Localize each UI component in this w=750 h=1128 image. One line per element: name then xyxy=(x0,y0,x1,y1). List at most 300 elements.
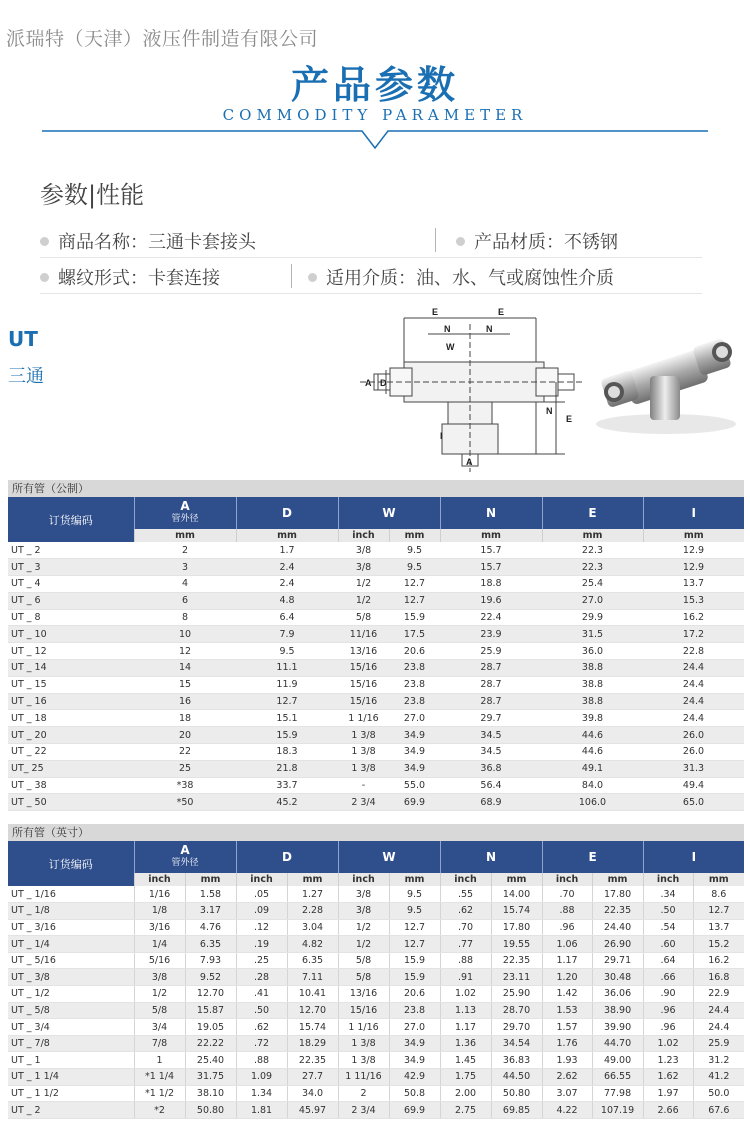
value-cell: 1.17 xyxy=(440,1019,491,1036)
value-cell: *38 xyxy=(134,777,236,794)
table-row xyxy=(8,1085,744,1102)
order-code-cell: UT _ 5/16 xyxy=(8,952,134,969)
order-code-cell: UT_ 25 xyxy=(8,760,134,777)
value-cell: 23.11 xyxy=(491,969,542,986)
value-cell: .55 xyxy=(440,886,491,903)
value-cell: 16 xyxy=(134,693,236,710)
value-cell: 14.00 xyxy=(491,886,542,903)
value-cell: 34.54 xyxy=(491,1035,542,1052)
order-code-cell: UT _ 8 xyxy=(8,609,134,626)
value-cell: 1.27 xyxy=(287,886,338,903)
value-cell: 15.74 xyxy=(287,1019,338,1036)
table-row xyxy=(8,919,744,936)
value-cell: .60 xyxy=(643,936,693,953)
value-cell: 19.05 xyxy=(185,1019,236,1036)
col-i: I xyxy=(643,497,744,529)
order-code-cell: UT _ 2 xyxy=(8,1102,134,1119)
value-cell: 4.8 xyxy=(236,592,338,609)
value-cell: 50.0 xyxy=(693,1085,744,1102)
value-cell: 24.4 xyxy=(693,1002,744,1019)
dim-a: A xyxy=(365,378,372,388)
col-d: D xyxy=(236,841,338,873)
value-cell: 25.9 xyxy=(440,643,542,660)
table-row xyxy=(8,693,744,710)
value-cell: 9.5 xyxy=(389,886,440,903)
order-code-cell: UT _ 1/4 xyxy=(8,936,134,953)
value-cell: 3/8 xyxy=(338,886,389,903)
value-cell: 21.8 xyxy=(236,760,338,777)
order-code-cell: UT _ 3/8 xyxy=(8,969,134,986)
dim-i: I xyxy=(440,431,443,441)
value-cell: 15.3 xyxy=(643,592,744,609)
value-cell: 50.80 xyxy=(491,1085,542,1102)
value-cell: 1.45 xyxy=(440,1052,491,1069)
value-cell: 1.17 xyxy=(542,952,592,969)
value-cell: 38.90 xyxy=(592,1002,643,1019)
value-cell: 30.48 xyxy=(592,969,643,986)
value-cell: 23.8 xyxy=(389,1002,440,1019)
value-cell: 13/16 xyxy=(338,643,389,660)
table-row xyxy=(8,744,744,761)
bullet-icon xyxy=(40,237,49,246)
value-cell: .12 xyxy=(236,919,287,936)
unit-w-mm: mm xyxy=(389,529,440,542)
value-cell: 50.80 xyxy=(185,1102,236,1119)
value-cell: 20 xyxy=(134,727,236,744)
value-cell: .66 xyxy=(643,969,693,986)
value-cell: 1/8 xyxy=(134,903,185,920)
value-cell: 9.52 xyxy=(185,969,236,986)
order-code-cell: UT _ 3 xyxy=(8,559,134,576)
value-cell: 1.13 xyxy=(440,1002,491,1019)
attr-media: 适用介质：油、水、气或腐蚀性介质 xyxy=(308,264,614,290)
value-cell: *1 1/4 xyxy=(134,1069,185,1086)
value-cell: 7/8 xyxy=(134,1035,185,1052)
page-subtitle: COMMODITY PARAMETER xyxy=(222,106,528,124)
value-cell: 1 3/8 xyxy=(338,1052,389,1069)
unit-cell: mm xyxy=(185,873,236,886)
dim-a-bottom: A xyxy=(466,457,473,467)
value-cell: 1.76 xyxy=(542,1035,592,1052)
value-cell: 13.7 xyxy=(693,919,744,936)
unit-d: mm xyxy=(236,529,338,542)
value-cell: 6.35 xyxy=(185,936,236,953)
value-cell: 69.9 xyxy=(389,1102,440,1119)
value-cell: 27.7 xyxy=(287,1069,338,1086)
value-cell: 1.57 xyxy=(542,1019,592,1036)
value-cell: 12.7 xyxy=(693,903,744,920)
value-cell: 23.9 xyxy=(440,626,542,643)
table-row xyxy=(8,986,744,1003)
table-row xyxy=(8,1102,744,1119)
attribute-row-2 xyxy=(40,258,702,294)
value-cell: 15/16 xyxy=(338,660,389,677)
value-cell: .88 xyxy=(236,1052,287,1069)
order-code-cell: UT _ 3/4 xyxy=(8,1019,134,1036)
value-cell: 1/2 xyxy=(338,919,389,936)
value-cell: 2.4 xyxy=(236,559,338,576)
value-cell: 1.93 xyxy=(542,1052,592,1069)
order-code-cell: UT _ 16 xyxy=(8,693,134,710)
order-code-cell: UT _ 38 xyxy=(8,777,134,794)
value-cell: 28.70 xyxy=(491,1002,542,1019)
dim-w: W xyxy=(446,342,455,352)
table-row xyxy=(8,1019,744,1036)
value-cell: 26.0 xyxy=(643,727,744,744)
value-cell: 1.34 xyxy=(236,1085,287,1102)
dim-n-left: N xyxy=(444,324,451,334)
value-cell: 2 xyxy=(134,542,236,559)
value-cell: 14 xyxy=(134,660,236,677)
value-cell: 34.5 xyxy=(440,727,542,744)
imperial-caption: 所有管（英寸） xyxy=(8,824,744,841)
table-row xyxy=(8,969,744,986)
table-row xyxy=(8,660,744,677)
value-cell: 7.11 xyxy=(287,969,338,986)
value-cell: 1 1/16 xyxy=(338,710,389,727)
table-row xyxy=(8,676,744,693)
value-cell: 12.7 xyxy=(236,693,338,710)
value-cell: 42.9 xyxy=(389,1069,440,1086)
value-cell: 16.2 xyxy=(643,609,744,626)
table-row xyxy=(8,903,744,920)
value-cell: 27.0 xyxy=(542,592,643,609)
value-cell: 49.00 xyxy=(592,1052,643,1069)
attr-product-name: 商品名称：三通卡套接头 xyxy=(40,228,256,254)
col-d: D xyxy=(236,497,338,529)
value-cell: 2.75 xyxy=(440,1102,491,1119)
value-cell: 12.9 xyxy=(643,542,744,559)
metric-caption: 所有管（公制） xyxy=(8,480,744,497)
unit-a: mm xyxy=(134,529,236,542)
value-cell: 3/8 xyxy=(338,559,389,576)
value-cell: 39.8 xyxy=(542,710,643,727)
value-cell: 31.5 xyxy=(542,626,643,643)
value-cell: 2.66 xyxy=(643,1102,693,1119)
value-cell: 69.85 xyxy=(491,1102,542,1119)
value-cell: 4 xyxy=(134,576,236,593)
value-cell: 15.9 xyxy=(389,969,440,986)
value-cell: 6.35 xyxy=(287,952,338,969)
col-a: A 管外径 xyxy=(134,497,236,529)
table-row xyxy=(8,727,744,744)
value-cell: 12.9 xyxy=(643,559,744,576)
unit-cell: mm xyxy=(693,873,744,886)
table-row xyxy=(8,609,744,626)
bullet-icon xyxy=(456,237,465,246)
value-cell: .05 xyxy=(236,886,287,903)
value-cell: 24.40 xyxy=(592,919,643,936)
attr-separator xyxy=(435,228,436,252)
table-row xyxy=(8,794,744,811)
value-cell: .72 xyxy=(236,1035,287,1052)
value-cell: - xyxy=(338,777,389,794)
value-cell: 18 xyxy=(134,710,236,727)
value-cell: 17.80 xyxy=(592,886,643,903)
value-cell: 22.35 xyxy=(592,903,643,920)
value-cell: 22.8 xyxy=(643,643,744,660)
bullet-icon xyxy=(40,273,49,282)
order-code-cell: UT _ 15 xyxy=(8,676,134,693)
value-cell: 12.7 xyxy=(389,592,440,609)
value-cell: 34.0 xyxy=(287,1085,338,1102)
value-cell: .50 xyxy=(643,903,693,920)
value-cell: 15.9 xyxy=(389,609,440,626)
order-code-cell: UT _ 18 xyxy=(8,710,134,727)
value-cell: 4.22 xyxy=(542,1102,592,1119)
value-cell: 5/8 xyxy=(338,952,389,969)
value-cell: 15.74 xyxy=(491,903,542,920)
attr-thread: 螺纹形式：卡套连接 xyxy=(40,264,220,290)
value-cell: 10 xyxy=(134,626,236,643)
value-cell: 25.9 xyxy=(693,1035,744,1052)
value-cell: 5/16 xyxy=(134,952,185,969)
value-cell: 25.90 xyxy=(491,986,542,1003)
value-cell: 12.70 xyxy=(185,986,236,1003)
value-cell: 4.76 xyxy=(185,919,236,936)
col-n: N xyxy=(440,497,542,529)
value-cell: 77.98 xyxy=(592,1085,643,1102)
value-cell: 3.07 xyxy=(542,1085,592,1102)
value-cell: 38.8 xyxy=(542,660,643,677)
value-cell: 12.7 xyxy=(389,576,440,593)
value-cell: 1.75 xyxy=(440,1069,491,1086)
value-cell: 7.93 xyxy=(185,952,236,969)
attribute-row-1 xyxy=(40,222,702,258)
value-cell: 1.53 xyxy=(542,1002,592,1019)
value-cell: 36.0 xyxy=(542,643,643,660)
value-cell: 33.7 xyxy=(236,777,338,794)
table-row xyxy=(8,1052,744,1069)
value-cell: 26.90 xyxy=(592,936,643,953)
section-title: 参数|性能 xyxy=(40,181,145,209)
value-cell: 2.4 xyxy=(236,576,338,593)
table-row xyxy=(8,626,744,643)
value-cell: 34.9 xyxy=(389,1035,440,1052)
order-code-cell: UT _ 20 xyxy=(8,727,134,744)
value-cell: 9.5 xyxy=(389,559,440,576)
value-cell: 107.19 xyxy=(592,1102,643,1119)
value-cell: 65.0 xyxy=(643,794,744,811)
table-row xyxy=(8,777,744,794)
value-cell: .25 xyxy=(236,952,287,969)
value-cell: 28.7 xyxy=(440,676,542,693)
value-cell: 9.5 xyxy=(236,643,338,660)
value-cell: .96 xyxy=(643,1002,693,1019)
table-row xyxy=(8,576,744,593)
unit-cell: inch xyxy=(542,873,592,886)
value-cell: 1.62 xyxy=(643,1069,693,1086)
value-cell: .41 xyxy=(236,986,287,1003)
value-cell: 2.00 xyxy=(440,1085,491,1102)
order-code-cell: UT _ 1 xyxy=(8,1052,134,1069)
order-code-cell: UT _ 6 xyxy=(8,592,134,609)
table-row xyxy=(8,559,744,576)
company-name: 派瑞特（天津）液压件制造有限公司 xyxy=(6,28,319,50)
value-cell: 1.58 xyxy=(185,886,236,903)
table-row xyxy=(8,952,744,969)
value-cell: 44.50 xyxy=(491,1069,542,1086)
value-cell: 23.8 xyxy=(389,676,440,693)
page-title: 产品参数 xyxy=(290,63,459,107)
value-cell: 55.0 xyxy=(389,777,440,794)
value-cell: 106.0 xyxy=(542,794,643,811)
value-cell: 17.80 xyxy=(491,919,542,936)
value-cell: 26.0 xyxy=(643,744,744,761)
value-cell: .62 xyxy=(440,903,491,920)
value-cell: 1/2 xyxy=(338,592,389,609)
value-cell: 29.9 xyxy=(542,609,643,626)
value-cell: 41.2 xyxy=(693,1069,744,1086)
value-cell: 22.9 xyxy=(693,986,744,1003)
imperial-table xyxy=(8,841,744,1119)
unit-w-inch: inch xyxy=(338,529,389,542)
value-cell: 3 xyxy=(134,559,236,576)
attr-material: 产品材质：不锈钢 xyxy=(456,228,618,254)
value-cell: 56.4 xyxy=(440,777,542,794)
value-cell: 1 11/16 xyxy=(338,1069,389,1086)
value-cell: 23.8 xyxy=(389,693,440,710)
value-cell: 5/8 xyxy=(338,609,389,626)
table-row xyxy=(8,886,744,903)
value-cell: 25.4 xyxy=(542,576,643,593)
value-cell: 69.9 xyxy=(389,794,440,811)
table-row xyxy=(8,1035,744,1052)
unit-cell: inch xyxy=(134,873,185,886)
value-cell: 45.97 xyxy=(287,1102,338,1119)
value-cell: 45.2 xyxy=(236,794,338,811)
value-cell: 15/16 xyxy=(338,1002,389,1019)
unit-cell: inch xyxy=(338,873,389,886)
value-cell: 1.23 xyxy=(643,1052,693,1069)
value-cell: 17.5 xyxy=(389,626,440,643)
col-e: E xyxy=(542,841,643,873)
value-cell: 8.6 xyxy=(693,886,744,903)
value-cell: 17.2 xyxy=(643,626,744,643)
value-cell: 29.70 xyxy=(491,1019,542,1036)
table-row xyxy=(8,542,744,559)
col-e: E xyxy=(542,497,643,529)
value-cell: 3.17 xyxy=(185,903,236,920)
value-cell: 28.7 xyxy=(440,660,542,677)
value-cell: 27.0 xyxy=(389,710,440,727)
value-cell: 1.09 xyxy=(236,1069,287,1086)
value-cell: .64 xyxy=(643,952,693,969)
order-code-cell: UT _ 1/16 xyxy=(8,886,134,903)
imperial-table-section xyxy=(8,824,744,1119)
product-photo xyxy=(588,322,744,438)
value-cell: 15 xyxy=(134,676,236,693)
value-cell: 22.3 xyxy=(542,542,643,559)
value-cell: 50.8 xyxy=(389,1085,440,1102)
value-cell: 34.9 xyxy=(389,727,440,744)
value-cell: 15/16 xyxy=(338,676,389,693)
value-cell: *1 1/2 xyxy=(134,1085,185,1102)
value-cell: 44.6 xyxy=(542,744,643,761)
col-w: W xyxy=(338,841,440,873)
value-cell: 15.7 xyxy=(440,559,542,576)
unit-cell: inch xyxy=(440,873,491,886)
value-cell: 49.4 xyxy=(643,777,744,794)
order-code-cell: UT _ 10 xyxy=(8,626,134,643)
value-cell: 9.5 xyxy=(389,903,440,920)
value-cell: 68.9 xyxy=(440,794,542,811)
value-cell: 2 3/4 xyxy=(338,1102,389,1119)
value-cell: .96 xyxy=(643,1019,693,1036)
col-a: A 管外径 xyxy=(134,841,236,873)
value-cell: 1/16 xyxy=(134,886,185,903)
value-cell: .88 xyxy=(440,952,491,969)
value-cell: 11/16 xyxy=(338,626,389,643)
value-cell: 28.7 xyxy=(440,693,542,710)
value-cell: *50 xyxy=(134,794,236,811)
metric-table-section xyxy=(8,480,744,811)
value-cell: 84.0 xyxy=(542,777,643,794)
value-cell: 3/4 xyxy=(134,1019,185,1036)
value-cell: 22 xyxy=(134,744,236,761)
order-code-cell: UT _ 5/8 xyxy=(8,1002,134,1019)
value-cell: 38.8 xyxy=(542,676,643,693)
value-cell: 29.7 xyxy=(440,710,542,727)
value-cell: 15.7 xyxy=(440,542,542,559)
value-cell: 7.9 xyxy=(236,626,338,643)
value-cell: .62 xyxy=(236,1019,287,1036)
order-code-cell: UT _ 1/2 xyxy=(8,986,134,1003)
value-cell: 3/16 xyxy=(134,919,185,936)
value-cell: .50 xyxy=(236,1002,287,1019)
value-cell: .09 xyxy=(236,903,287,920)
unit-i: mm xyxy=(643,529,744,542)
table-row xyxy=(8,592,744,609)
value-cell: 1.02 xyxy=(440,986,491,1003)
unit-e: mm xyxy=(542,529,643,542)
value-cell: 24.4 xyxy=(643,660,744,677)
value-cell: 19.6 xyxy=(440,592,542,609)
value-cell: .96 xyxy=(542,919,592,936)
value-cell: 15.1 xyxy=(236,710,338,727)
value-cell: .90 xyxy=(643,986,693,1003)
order-code-cell: UT _ 4 xyxy=(8,576,134,593)
metric-table xyxy=(8,497,744,811)
dim-d: D xyxy=(380,378,387,388)
value-cell: 31.2 xyxy=(693,1052,744,1069)
value-cell: 1 3/8 xyxy=(338,727,389,744)
value-cell: 24.4 xyxy=(643,676,744,693)
value-cell: 38.8 xyxy=(542,693,643,710)
value-cell: 34.5 xyxy=(440,744,542,761)
value-cell: 20.6 xyxy=(389,986,440,1003)
order-code-cell: UT _ 2 xyxy=(8,542,134,559)
table-row xyxy=(8,1069,744,1086)
order-code-cell: UT _ 22 xyxy=(8,744,134,761)
value-cell: 5/8 xyxy=(134,1002,185,1019)
value-cell: 1 3/8 xyxy=(338,1035,389,1052)
value-cell: 44.6 xyxy=(542,727,643,744)
value-cell: 22.35 xyxy=(491,952,542,969)
attr-separator xyxy=(291,264,292,288)
value-cell: 38.10 xyxy=(185,1085,236,1102)
value-cell: 1.81 xyxy=(236,1102,287,1119)
value-cell: 1/2 xyxy=(338,576,389,593)
value-cell: 3/8 xyxy=(338,542,389,559)
value-cell: 15.87 xyxy=(185,1002,236,1019)
value-cell: .88 xyxy=(542,903,592,920)
value-cell: 5/8 xyxy=(338,969,389,986)
value-cell: 1.97 xyxy=(643,1085,693,1102)
value-cell: 36.06 xyxy=(592,986,643,1003)
value-cell: 13/16 xyxy=(338,986,389,1003)
value-cell: 1.42 xyxy=(542,986,592,1003)
